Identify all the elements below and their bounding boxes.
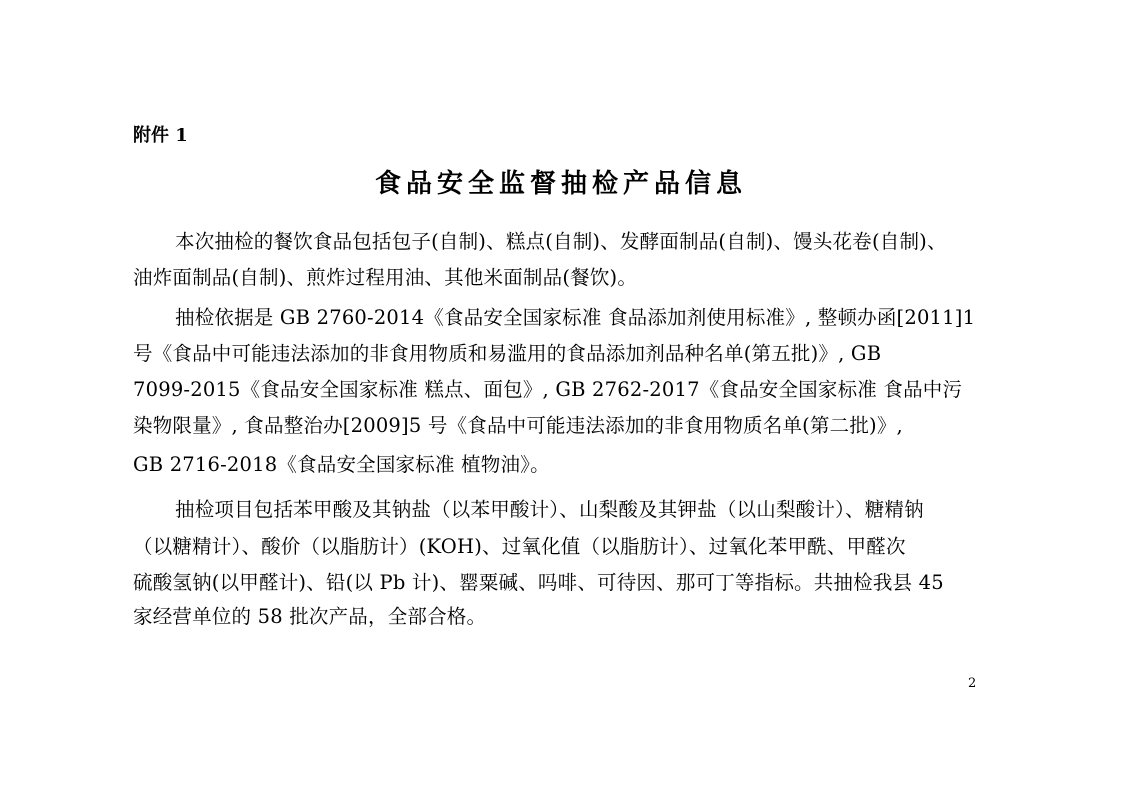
paragraph-line: 染物限量》, 食品整治办[2009]5 号《食品中可能违法添加的非食用物质名单(第二批)》, bbox=[133, 414, 903, 437]
page-number: 2 bbox=[968, 676, 977, 691]
attachment-label: 附件 1 bbox=[133, 125, 188, 146]
paragraph-line: 抽检项目包括苯甲酸及其钠盐（以苯甲酸计）、山梨酸及其钾盐（以山梨酸计）、糖精钠 bbox=[175, 498, 924, 521]
page-title: 食品安全监督抽检产品信息 bbox=[374, 169, 747, 199]
paragraph-line: 7099-2015《食品安全国家标准 糕点、面包》, GB 2762-2017《食品安全国家标准 食品中污 bbox=[133, 378, 963, 401]
paragraph-line: GB 2716-2018《食品安全国家标准 植物油》。 bbox=[133, 453, 550, 476]
paragraph-line: 号《食品中可能违法添加的非食用物质和易滥用的食品添加剂品种名单(第五批)》, GB bbox=[133, 342, 882, 365]
paragraph-line: （以糖精计）、酸价（以脂肪计）(KOH)、过氧化值（以脂肪计）、过氧化苯甲酰、甲醛次 bbox=[133, 535, 906, 558]
paragraph-line: 油炸面制品(自制)、煎炸过程用油、其他米面制品(餐饮)。 bbox=[133, 266, 638, 289]
paragraph-line: 抽检依据是 GB 2760-2014《食品安全国家标准 食品添加剂使用标准》, 整顿办函[2011]1 bbox=[175, 306, 976, 329]
paragraph-line: 硫酸氢钠(以甲醛计)、铅(以 Pb 计)、罂粟碱、吗啡、可待因、那可丁等指标。共抽检我县 45 bbox=[133, 571, 944, 594]
paragraph-line: 本次抽检的餐饮食品包括包子(自制)、糕点(自制)、发酵面制品(自制)、馒头花卷(自制)、 bbox=[175, 230, 947, 253]
paragraph-line: 家经营单位的 58 批次产品，全部合格。 bbox=[133, 605, 487, 628]
